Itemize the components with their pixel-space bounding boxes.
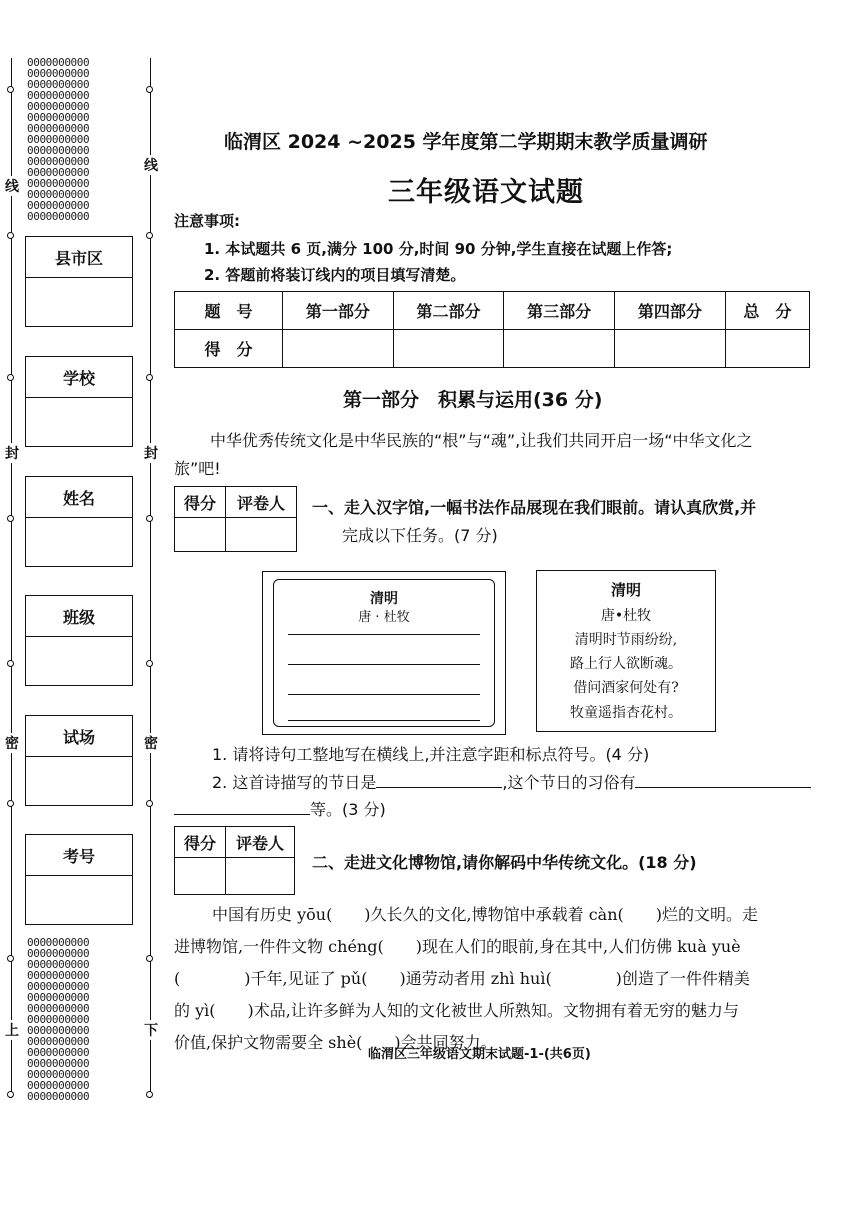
dot-pattern-bottom: 0000000000 0000000000 0000000000 0000000000 0000000000 0000000000 0000000000 0000000000 0000000000 0000000000 0000000000 0000000000 0000000000 0000000000 0000000000 xyxy=(27,937,90,1103)
notes-item-1: 1. 本试题共 6 页,满分 100 分,时间 90 分钟,学生直接在试题上作答; xyxy=(204,240,673,258)
binding-circle xyxy=(146,515,153,522)
binding-circle xyxy=(7,232,14,239)
binding-circle xyxy=(146,374,153,381)
binding-circle xyxy=(146,86,153,93)
part1-heading: 第一部分 积累与运用(36 分) xyxy=(343,389,603,411)
score-header-cell: 第三部分 xyxy=(504,292,615,330)
q1-sub2 xyxy=(212,770,811,793)
q1-line2: 完成以下任务。(7 分) xyxy=(342,526,498,545)
grader-score-cell[interactable] xyxy=(175,858,226,895)
score-table xyxy=(174,291,810,368)
poem-line: 路上行人欲断魂。 xyxy=(570,656,682,672)
q1-sub1: 1. 请将诗句工整地写在横线上,并注意字距和标点符号。(4 分) xyxy=(212,745,650,764)
info-box-name[interactable] xyxy=(25,476,133,567)
info-label-text: 姓名 xyxy=(62,488,95,508)
binding-char-left: 密 xyxy=(4,733,20,753)
grader-reviewer-cell[interactable] xyxy=(226,518,297,552)
binding-char-left: 上 xyxy=(4,1020,20,1040)
info-box-county[interactable] xyxy=(25,236,133,327)
info-box-school[interactable] xyxy=(25,356,133,447)
poem-line: 牧童遥指杏花村。 xyxy=(570,705,682,721)
info-label-text: 学校 xyxy=(62,368,95,388)
poem-right-title: 清明 xyxy=(610,581,641,599)
grader-table-q1 xyxy=(174,486,297,552)
score-cell[interactable] xyxy=(725,330,809,368)
info-label xyxy=(26,596,132,637)
notes-item-2: 2. 答题前将装订线内的项目填写清楚。 xyxy=(204,266,466,284)
poem-left-author: 唐 · 杜牧 xyxy=(358,610,410,625)
q2-line-2: 进博物馆,一件件文物 chéng( )现在人们的眼前,身在其中,人们仿佛 kuà yuè xyxy=(174,937,741,956)
q1-sub2-text-b: ,这个节日的习俗有 xyxy=(502,773,636,792)
binding-circle xyxy=(7,660,14,667)
writing-line[interactable] xyxy=(288,720,480,721)
info-label xyxy=(26,237,132,278)
poem-line: 清明时节雨纷纷, xyxy=(574,632,678,648)
score-row-label: 得 分 xyxy=(175,330,283,368)
info-blank[interactable] xyxy=(26,518,132,566)
score-cell[interactable] xyxy=(393,330,504,368)
writing-line[interactable] xyxy=(288,634,480,635)
binding-circle xyxy=(7,515,14,522)
notes-heading: 注意事项: xyxy=(174,212,240,230)
info-blank[interactable] xyxy=(26,876,132,924)
info-label xyxy=(26,357,132,398)
score-cell[interactable] xyxy=(283,330,394,368)
info-box-exam-room[interactable] xyxy=(25,715,133,806)
score-header-cell: 题 号 xyxy=(175,292,283,330)
score-header-cell: 第二部分 xyxy=(393,292,504,330)
info-box-class[interactable] xyxy=(25,595,133,686)
grader-table-q2 xyxy=(174,826,295,895)
binding-char-left: 封 xyxy=(4,443,20,463)
poem-writing-frame xyxy=(273,579,495,727)
info-blank[interactable] xyxy=(26,637,132,685)
binding-char-right: 下 xyxy=(143,1020,159,1040)
writing-line[interactable] xyxy=(288,694,480,695)
grader-score-cell[interactable] xyxy=(175,518,226,552)
poem-writing-card xyxy=(262,571,506,735)
binding-circle xyxy=(7,374,14,381)
poem-line: 借问酒家何处有? xyxy=(573,680,679,696)
info-label-text: 班级 xyxy=(62,607,95,627)
info-blank[interactable] xyxy=(26,757,132,805)
score-cell[interactable] xyxy=(615,330,726,368)
exam-subtitle: 临渭区 2024 ~2025 学年度第二学期期末教学质量调研 xyxy=(224,131,708,153)
q2-paragraph xyxy=(174,899,824,1059)
info-blank[interactable] xyxy=(26,278,132,326)
page-title: 三年级语文试题 xyxy=(388,177,584,208)
binding-char-right: 线 xyxy=(143,155,159,175)
binding-char-left: 线 xyxy=(4,176,20,196)
q2-line-5: 价值,保护文物需要全 shè( )会共同努力。 xyxy=(174,1033,497,1052)
page-footer: 临渭区三年级语文期末试题-1-(共6页) xyxy=(368,1047,591,1062)
info-label-text: 考号 xyxy=(62,846,95,866)
binding-circle xyxy=(7,86,14,93)
score-header-cell: 第一部分 xyxy=(283,292,394,330)
binding-circle xyxy=(146,955,153,962)
binding-circle xyxy=(146,232,153,239)
q1-line1: 一、走入汉字馆,一幅书法作品展现在我们眼前。请认真欣赏,并 xyxy=(312,498,757,517)
binding-circle xyxy=(146,1091,153,1098)
grader-reviewer-cell[interactable] xyxy=(226,858,295,895)
festival-answer-blank[interactable] xyxy=(376,773,502,788)
binding-line-right xyxy=(150,58,151,1098)
q2-line-1: 中国有历史 yōu( )久长久的文化,博物馆中承载着 càn( )烂的文明。走 xyxy=(212,905,759,924)
grader-score-label: 得分 xyxy=(175,827,226,858)
grader-reviewer-label: 评卷人 xyxy=(226,487,297,518)
q2-line-4: 的 yì( )术品,让许多鲜为人知的文化被世人所熟知。文物拥有着无穷的魅力与 xyxy=(174,1001,739,1020)
binding-circle xyxy=(146,660,153,667)
info-label xyxy=(26,477,132,518)
score-table-row xyxy=(175,292,810,330)
writing-line[interactable] xyxy=(288,664,480,665)
binding-line-left xyxy=(11,58,12,1098)
binding-circle xyxy=(7,1091,14,1098)
score-table-row xyxy=(175,330,810,368)
info-blank[interactable] xyxy=(26,398,132,446)
binding-circle xyxy=(146,800,153,807)
score-header-cell: 第四部分 xyxy=(615,292,726,330)
poem-right-author: 唐•杜牧 xyxy=(600,608,652,624)
grader-score-label: 得分 xyxy=(175,487,226,518)
binding-char-right: 封 xyxy=(143,443,159,463)
info-label xyxy=(26,716,132,757)
poem-calligraphy-card xyxy=(536,570,716,732)
q1-sub2-text-a: 2. 这首诗描写的节日是 xyxy=(212,773,377,792)
info-label-text: 试场 xyxy=(62,727,95,747)
q2-heading: 二、走进文化博物馆,请你解码中华传统文化。(18 分) xyxy=(312,853,697,872)
grader-reviewer-label: 评卷人 xyxy=(226,827,295,858)
binding-char-right: 密 xyxy=(143,733,159,753)
score-cell[interactable] xyxy=(504,330,615,368)
part1-intro-line2: 旅”吧! xyxy=(174,459,221,478)
part1-intro-line1: 中华优秀传统文化是中华民族的“根”与“魂”,让我们共同开启一场“中华文化之 xyxy=(210,431,753,450)
info-label xyxy=(26,835,132,876)
info-box-exam-number[interactable] xyxy=(25,834,133,925)
q1-sub2-text-c: 等。(3 分) xyxy=(310,800,386,819)
q2-line-3: ( )千年,见证了 pǔ( )通劳动者用 zhì huì( )创造了一件件精美 xyxy=(174,969,750,988)
custom-answer-blank-cont[interactable] xyxy=(174,800,310,815)
q1-sub2-cont xyxy=(174,797,386,820)
info-label-text: 县市区 xyxy=(54,248,103,268)
score-header-cell: 总 分 xyxy=(725,292,809,330)
binding-circle xyxy=(7,800,14,807)
binding-circle xyxy=(7,955,14,962)
dot-pattern-top: 0000000000 0000000000 0000000000 0000000000 0000000000 0000000000 0000000000 0000000000 0000000000 0000000000 0000000000 0000000000 0000000000 0000000000 0000000000 xyxy=(27,57,90,222)
custom-answer-blank[interactable] xyxy=(635,773,811,788)
poem-left-title: 清明 xyxy=(370,591,398,607)
